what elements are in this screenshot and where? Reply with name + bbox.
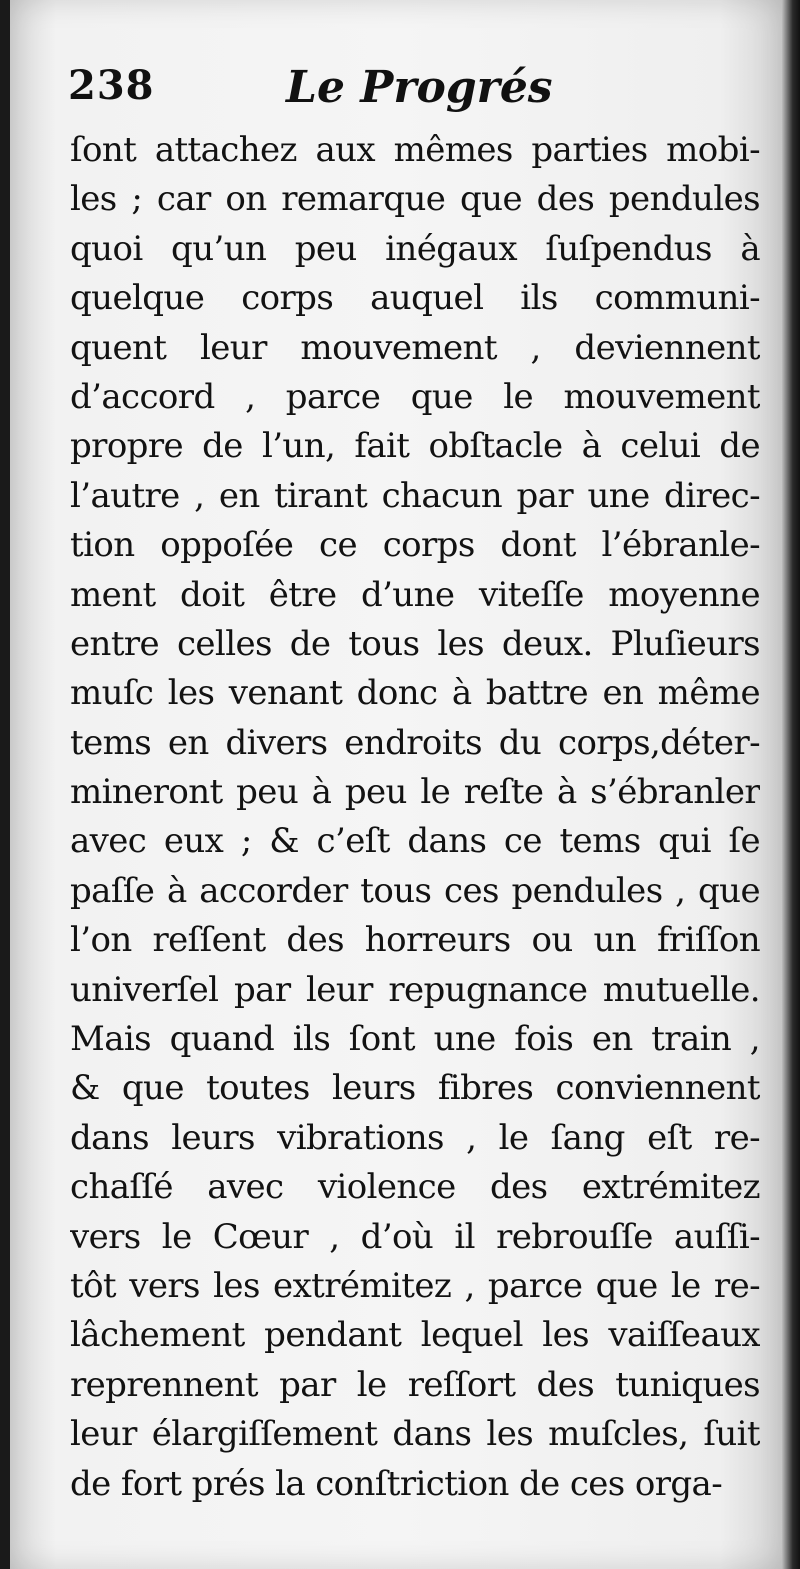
text-line: quelque corps auquel ils communi-	[70, 278, 760, 319]
text-line: tôt vers les extrémitez , parce que le re-	[70, 1265, 760, 1306]
text-line: paſſe à accorder tous ces pendules , que	[70, 870, 760, 911]
running-title: Le Progrés	[286, 62, 553, 113]
text-line: univerſel par leur repugnance mutuelle.	[70, 969, 760, 1010]
text-line: reprennent par le reſſort des tuniques	[70, 1364, 760, 1405]
text-line: & que toutes leurs fibres conviennent	[70, 1068, 760, 1109]
text-line: quent leur mouvement , deviennent	[70, 327, 760, 368]
page-header	[68, 62, 768, 126]
text-line: dans leurs vibrations , le ſang eſt re-	[70, 1117, 760, 1158]
text-line: chaſſé avec violence des extrémitez	[70, 1167, 760, 1208]
text-line: muſc les venant donc à battre en même	[70, 673, 760, 714]
text-line: d’accord , parce que le mouvement	[70, 376, 760, 417]
text-line: vers le Cœur , d’où il rebrouſſe auſſi-	[70, 1216, 760, 1257]
text-line: ment doit être d’une viteſſe moyenne	[70, 574, 760, 615]
text-line: entre celles de tous les deux. Pluſieurs	[70, 623, 760, 664]
text-line: tems en divers endroits du corps,déter-	[70, 722, 760, 763]
text-line: mineront peu à peu le reſte à s’ébranler	[70, 772, 760, 813]
text-line: avec eux ; & c’eſt dans ce tems qui ſe	[70, 821, 760, 862]
text-line: ſont attachez aux mêmes parties mobi-	[70, 130, 760, 170]
page-edge-shadow	[782, 0, 800, 1569]
text-line: quoi qu’un peu inégaux ſuſpendus à	[70, 228, 760, 269]
text-line: les ; car on remarque que des pendules	[70, 179, 760, 220]
page-number: 238	[68, 62, 155, 109]
text-line: leur élargiſſement dans les muſcles, ſuit	[70, 1414, 760, 1455]
book-page	[10, 0, 782, 1569]
text-line: lâchement pendant lequel les vaiſſeaux	[70, 1315, 760, 1356]
text-line: tion oppoſée ce corps dont l’ébranle-	[70, 525, 760, 566]
body-text	[70, 126, 760, 1509]
text-line: propre de l’un, fait obſtacle à celui de	[70, 426, 760, 467]
text-line: Mais quand ils ſont une fois en train ,	[70, 1019, 760, 1060]
text-line: l’autre , en tirant chacun par une direc-	[70, 475, 760, 516]
text-line: l’on reſſent des horreurs ou un friſſon	[70, 920, 760, 961]
text-line: de fort prés la conſtriction de ces orga-	[70, 1463, 723, 1504]
